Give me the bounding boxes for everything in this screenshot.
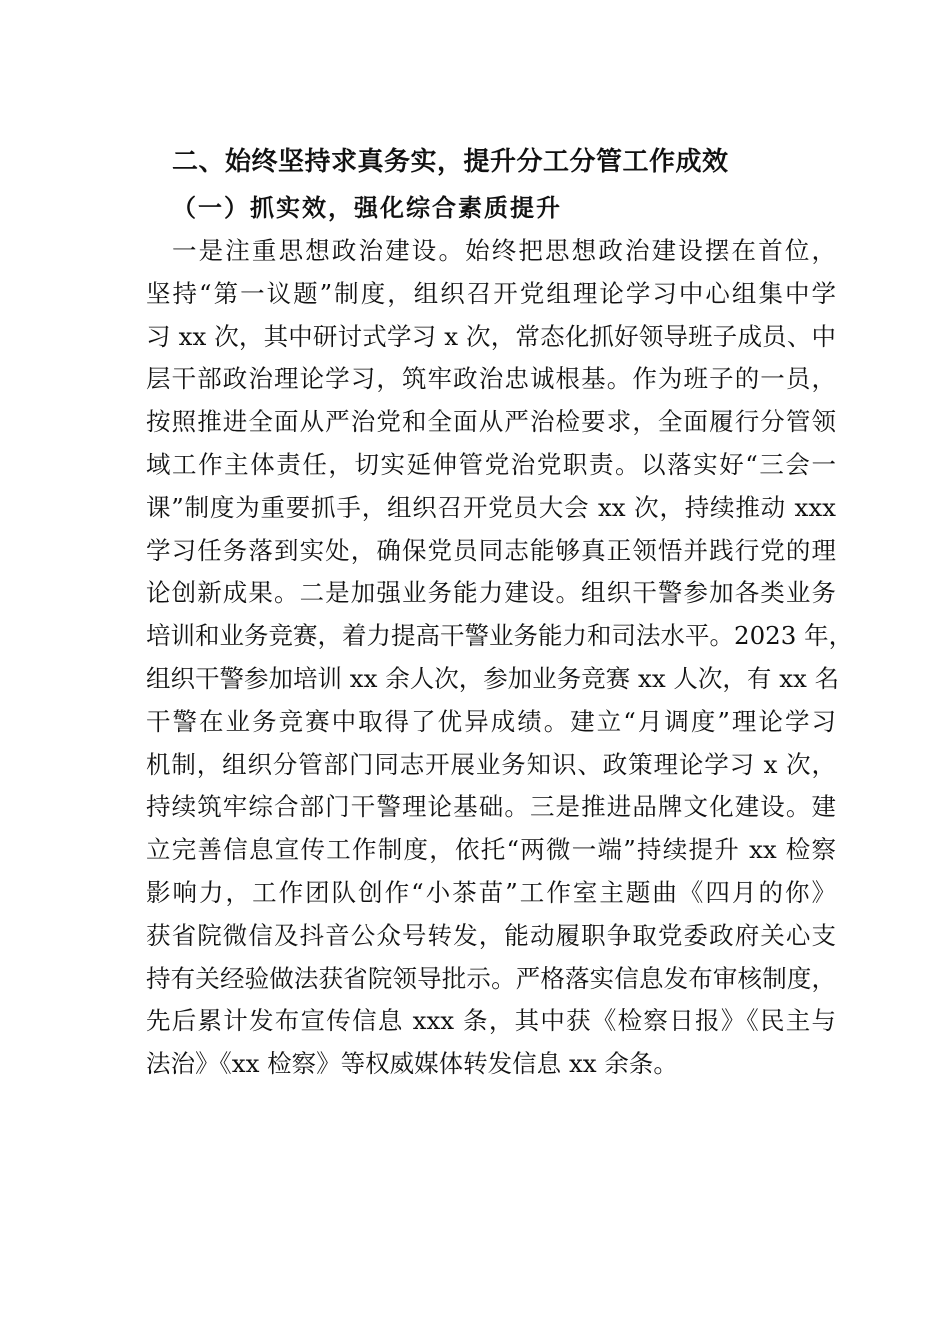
paragraph-line: 培训和业务竞赛，着力提高干警业务能力和司法水平。2023 年，: [146, 621, 854, 651]
paragraph-line: 层干部政治理论学习，筑牢政治忠诚根基。作为班子的一员，: [146, 364, 836, 394]
paragraph-line: 习 xx 次，其中研讨式学习 x 次，常态化抓好领导班子成员、中: [146, 321, 836, 351]
paragraph-line: 组织干警参加培训 xx 余人次，参加业务竞赛 xx 人次，有 xx 名: [146, 663, 840, 693]
paragraph-line: 按照推进全面从严治党和全面从严治检要求，全面履行分管领: [146, 407, 836, 437]
paragraph-line: 立完善信息宣传工作制度，依托“两微一端”持续提升 xx 检察: [146, 835, 836, 865]
paragraph-line: 影响力，工作团队创作“小茶苗”工作室主题曲《四月的你》: [146, 877, 836, 907]
body-paragraph: [146, 230, 854, 1086]
subsection-heading: （一）抓实效，强化综合素质提升: [172, 193, 562, 222]
paragraph-line: 持续筑牢综合部门干警理论基础。三是推进品牌文化建设。建: [146, 792, 836, 822]
paragraph-line: 获省院微信及抖音公众号转发，能动履职争取党委政府关心支: [146, 920, 836, 950]
paragraph-line: 干警在业务竞赛中取得了优异成绩。建立“月调度”理论学习: [146, 706, 836, 736]
paragraph-line: 持有关经验做法获省院领导批示。严格落实信息发布审核制度，: [146, 963, 836, 993]
paragraph-line: 坚持“第一议题”制度，组织召开党组理论学习中心组集中学: [146, 278, 836, 308]
paragraph-line: 课”制度为重要抓手，组织召开党员大会 xx 次，持续推动 xxx: [146, 492, 836, 522]
section-heading: 二、始终坚持求真务实，提升分工分管工作成效: [172, 147, 729, 177]
paragraph-line: 论创新成果。二是加强业务能力建设。组织干警参加各类业务: [146, 578, 836, 608]
paragraph-line: 学习任务落到实处，确保党员同志能够真正领悟并践行党的理: [146, 535, 836, 565]
paragraph-line: 域工作主体责任，切实延伸管党治党职责。以落实好“三会一: [146, 449, 836, 479]
paragraph-line: 先后累计发布宣传信息 xxx 条，其中获《检察日报》《民主与: [146, 1006, 836, 1036]
paragraph-line: 一是注重思想政治建设。始终把思想政治建设摆在首位，: [172, 236, 836, 265]
paragraph-line: 机制，组织分管部门同志开展业务知识、政策理论学习 x 次，: [146, 749, 836, 779]
paragraph-line: 法治》《xx 检察》等权威媒体转发信息 xx 余条。: [146, 1049, 678, 1079]
